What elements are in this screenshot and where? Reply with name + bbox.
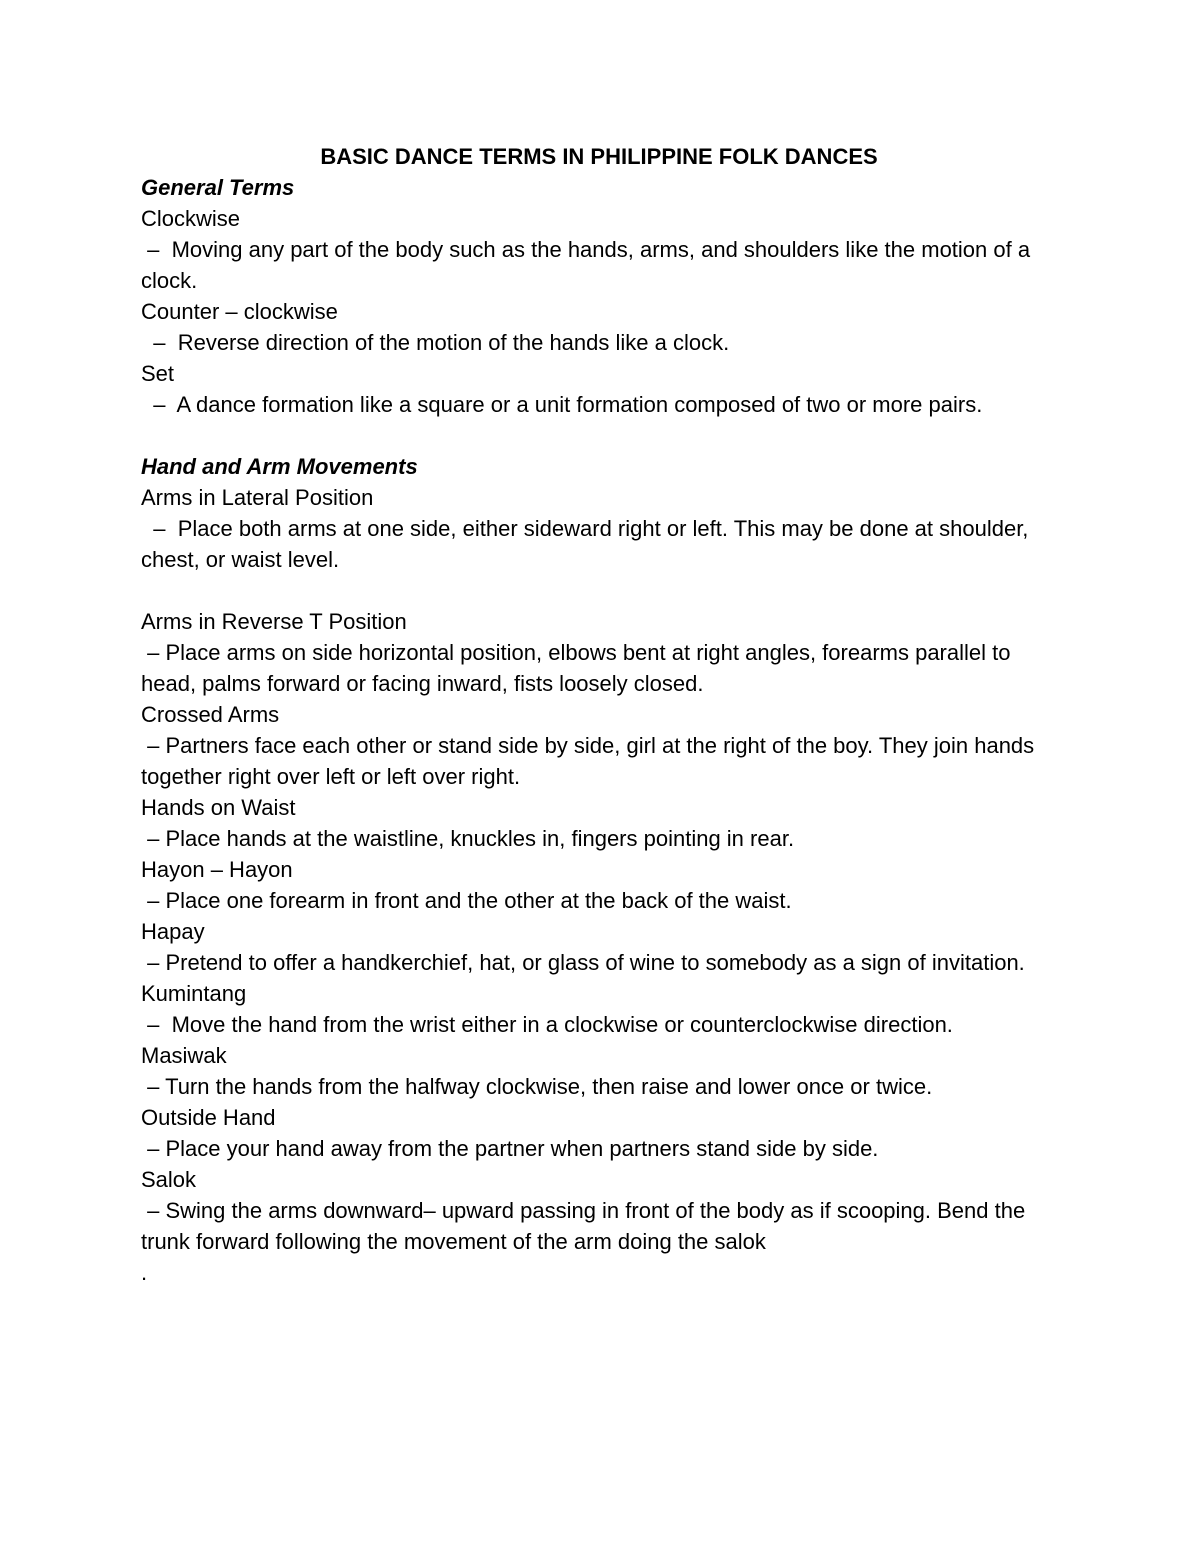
term-kumintang: Kumintang — [141, 981, 247, 1006]
section-heading-general-terms: General Terms — [141, 175, 295, 200]
definition-clockwise: – Moving any part of the body such as the hands, arms, and shoulders like the motion of a clock. — [141, 237, 1037, 293]
definition-arms-lateral-position: – Place both arms at one side, either sideward right or left. This may be done at shoulder, chest, or waist level. — [141, 516, 1035, 572]
term-counter-clockwise: Counter – clockwise — [141, 299, 338, 324]
definition-salok: – Swing the arms downward– upward passing in front of the body as if scooping. Bend the trunk forward following the movement of the arm doing the salok — [141, 1198, 1032, 1254]
definition-arms-reverse-t-position: – Place arms on side horizontal position, elbows bent at right angles, forearms parallel to head, palms forward or facing inward, fists loosely closed. — [141, 640, 1017, 696]
spacer — [141, 420, 1061, 451]
term-hands-on-waist: Hands on Waist — [141, 795, 296, 820]
definition-hapay: – Pretend to offer a handkerchief, hat, or glass of wine to somebody as a sign of invitation. — [141, 950, 1025, 975]
document-page — [141, 141, 1061, 1288]
definition-hayon-hayon: – Place one forearm in front and the other at the back of the waist. — [141, 888, 792, 913]
term-hayon-hayon: Hayon – Hayon — [141, 857, 293, 882]
term-arms-reverse-t-position: Arms in Reverse T Position — [141, 609, 407, 634]
page-title: BASIC DANCE TERMS IN PHILIPPINE FOLK DANCES — [320, 144, 878, 169]
term-clockwise: Clockwise — [141, 206, 241, 231]
term-salok: Salok — [141, 1167, 197, 1192]
definition-set: – A dance formation like a square or a unit formation composed of two or more pairs. — [141, 392, 983, 417]
term-set: Set — [141, 361, 175, 386]
term-masiwak: Masiwak — [141, 1043, 227, 1068]
term-arms-lateral-position: Arms in Lateral Position — [141, 485, 374, 510]
term-crossed-arms: Crossed Arms — [141, 702, 280, 727]
definition-kumintang: – Move the hand from the wrist either in a clockwise or counterclockwise direction. — [141, 1012, 953, 1037]
term-hapay: Hapay — [141, 919, 205, 944]
spacer — [141, 575, 1061, 606]
definition-crossed-arms: – Partners face each other or stand side by side, girl at the right of the boy. They join hands together right over left or left over right. — [141, 733, 1041, 789]
section-heading-hand-arm-movements: Hand and Arm Movements — [141, 454, 418, 479]
term-outside-hand: Outside Hand — [141, 1105, 276, 1130]
trailing-period: . — [141, 1260, 148, 1285]
definition-outside-hand: – Place your hand away from the partner when partners stand side by side. — [141, 1136, 879, 1161]
definition-counter-clockwise: – Reverse direction of the motion of the hands like a clock. — [141, 330, 730, 355]
definition-masiwak: – Turn the hands from the halfway clockwise, then raise and lower once or twice. — [141, 1074, 933, 1099]
definition-hands-on-waist: – Place hands at the waistline, knuckles in, fingers pointing in rear. — [141, 826, 795, 851]
